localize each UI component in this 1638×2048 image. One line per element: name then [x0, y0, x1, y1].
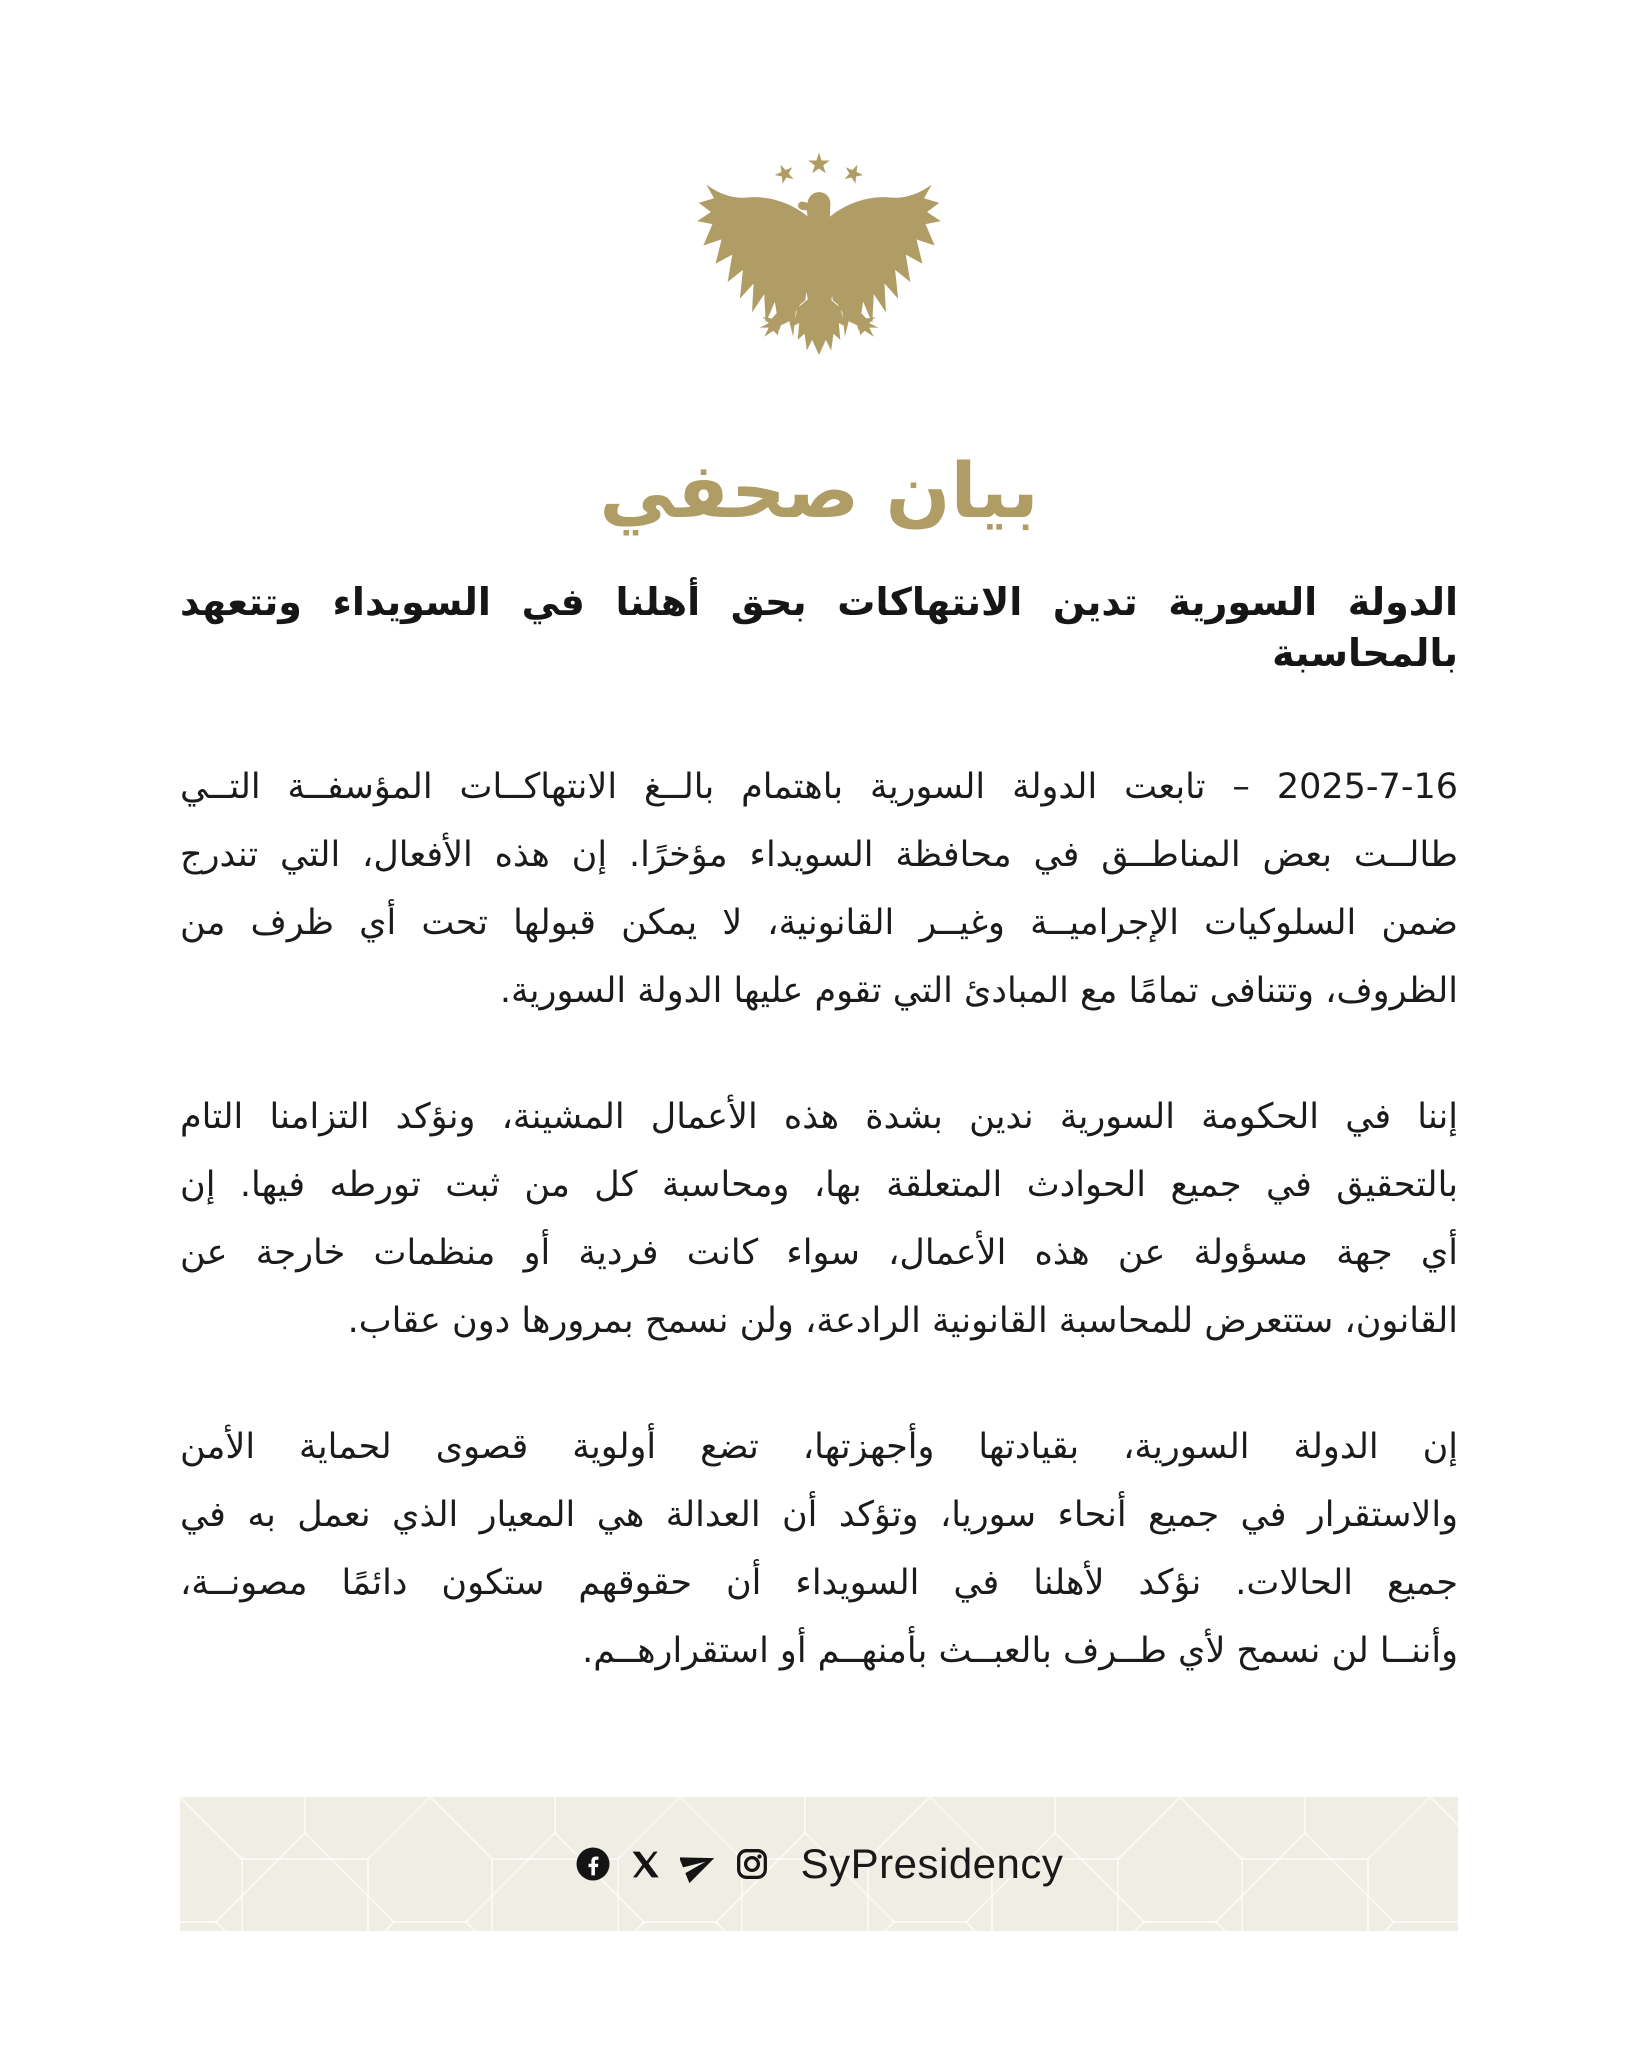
paragraph-line: بالتحقيق في جميع الحوادث المتعلقة بها، ومحاسبة كل من ثبت تورطه فيها. إن — [180, 1165, 1458, 1206]
social-handle: SyPresidency — [800, 1840, 1064, 1888]
paragraph-line: إن الدولة السورية، بقيادتها وأجهزتها، تضع أولوية قصوى لحماية الأمن — [180, 1427, 1458, 1468]
x-icon — [629, 1848, 662, 1881]
paragraph-line: جميع الحالات. نؤكد لأهلنا في السويداء أن حقوقهم ستكون دائمًا مصونــة، — [180, 1563, 1458, 1604]
statement-paragraph-3 — [180, 1413, 1458, 1685]
statement-body — [0, 753, 1638, 1685]
instagram-icon — [735, 1847, 769, 1881]
paragraph-line: طالــت بعض المناطــق في محافظة السويداء مؤخرًا. إن هذه الأفعال، التي تندرج — [180, 835, 1458, 876]
paragraph-line: ضمن السلوكيات الإجراميــة وغيــر القانونية، لا يمكن قبولها تحت أي ظرف من — [180, 903, 1458, 944]
telegram-icon — [680, 1846, 717, 1883]
statement-paragraph-1 — [180, 753, 1458, 1025]
presidency-emblem — [0, 0, 1638, 365]
paragraph-line: الظروف، وتتنافى تمامًا مع المبادئ التي تقوم عليها الدولة السورية. — [499, 971, 1458, 1012]
footer-banner — [180, 1797, 1458, 1931]
paragraph-line: إننا في الحكومة السورية ندين بشدة هذه الأعمال المشينة، ونؤكد التزامنا التام — [180, 1097, 1458, 1138]
statement-headline: الدولة السورية تدين الانتهاكات بحق أهلنا في السويداء وتتعهد بالمحاسبة — [180, 579, 1458, 676]
footer-social-row — [575, 1840, 1064, 1888]
statement-title: بيان صحفي — [599, 446, 1039, 535]
paragraph-line: أي جهة مسؤولة عن هذه الأعمال، سواء كانت فردية أو منظمات خارجة عن — [180, 1233, 1458, 1274]
eagle-three-stars-icon — [682, 148, 956, 365]
paragraph-line: القانون، ستتعرض للمحاسبة القانونية الرادعة، ولن نسمح بمرورها دون عقاب. — [347, 1301, 1458, 1342]
paragraph-line: وأننــا لن نسمح لأي طــرف بالعبــث بأمنهــم أو استقرارهــم. — [582, 1631, 1458, 1672]
statement-paragraph-2 — [180, 1083, 1458, 1355]
paragraph-line: 2025-7-16 – تابعت الدولة السورية باهتمام بالــغ الانتهاكــات المؤسفــة التــي — [180, 767, 1458, 808]
paragraph-line: والاستقرار في جميع أنحاء سوريا، وتؤكد أن العدالة هي المعيار الذي نعمل به في — [180, 1495, 1458, 1536]
facebook-icon — [575, 1846, 611, 1882]
